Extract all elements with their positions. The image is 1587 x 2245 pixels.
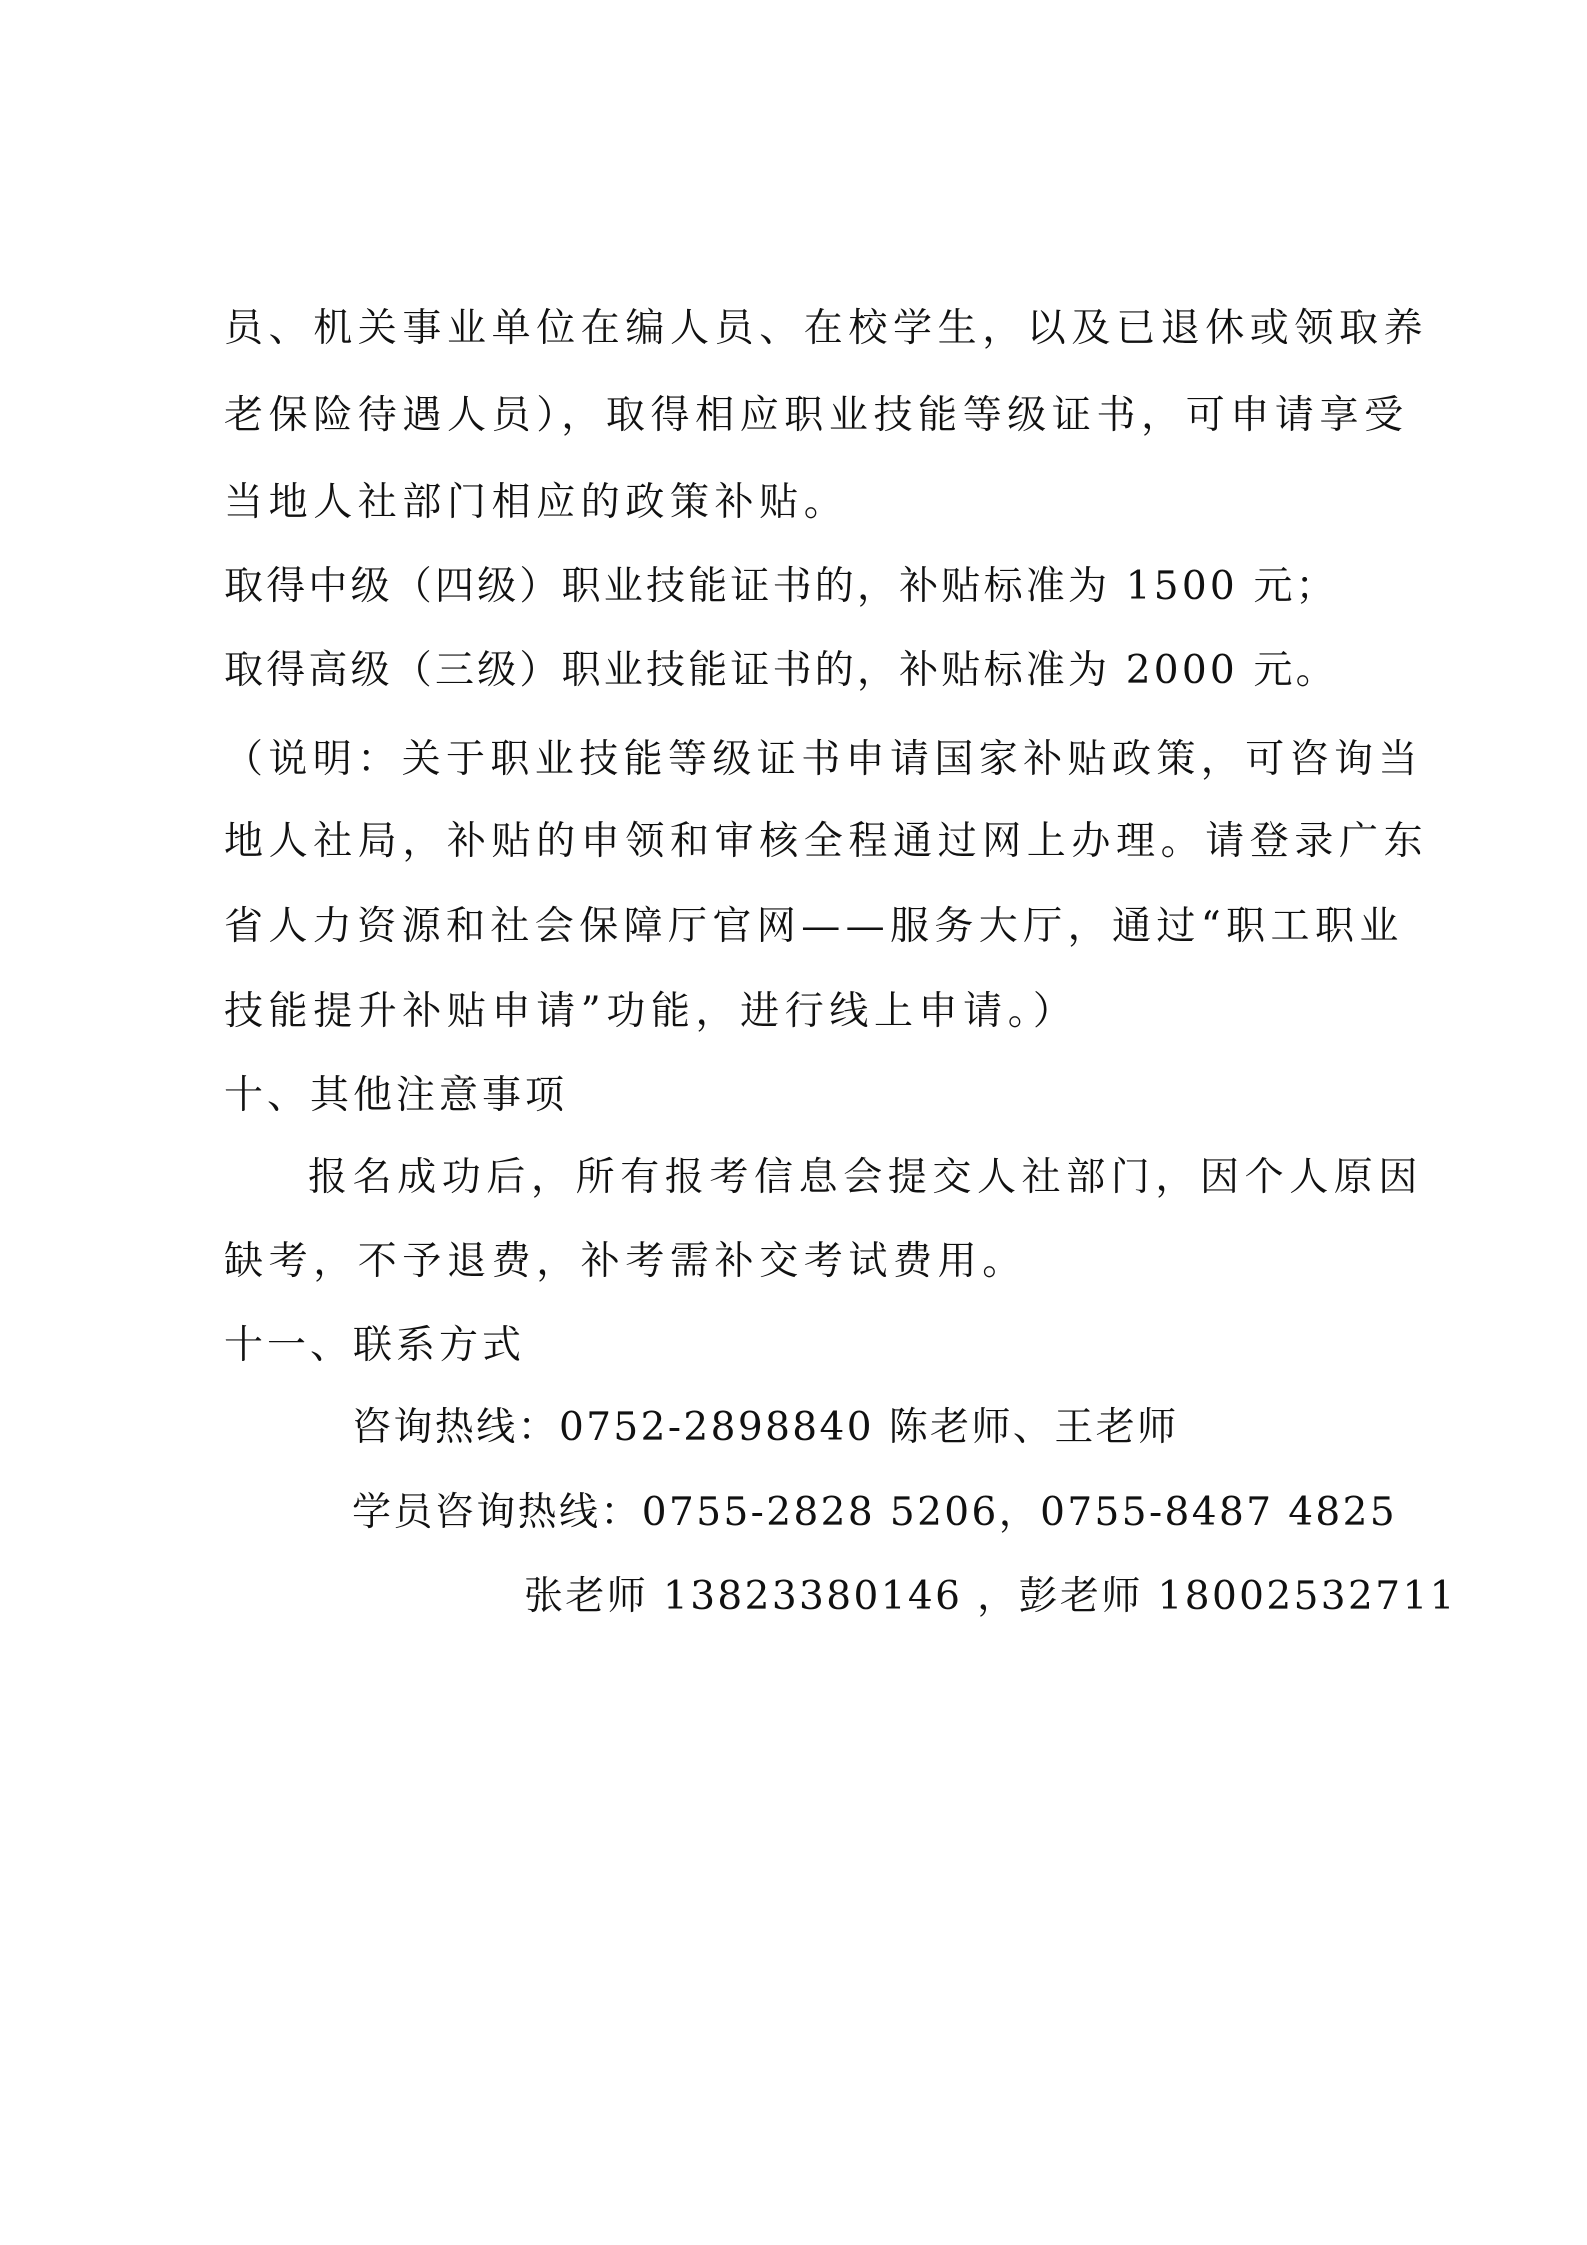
section-heading-other-notes: 十、其他注意事项 [224, 1073, 569, 1118]
note-line: （说明：关于职业技能等级证书申请国家补贴政策，可咨询当 [224, 737, 1423, 782]
contact-hotline: 咨询热线：0752-2898840 陈老师、王老师 [352, 1405, 1179, 1450]
paragraph-line: 员、机关事业单位在编人员、在校学生，以及已退休或领取养 [224, 306, 1429, 351]
student-hotline: 学员咨询热线：0755-2828 5206，0755-8487 4825 [352, 1490, 1398, 1535]
note-line: 技能提升补贴申请”功能，进行线上申请。） [224, 989, 1078, 1034]
paragraph-line: 缺考，不予退费，补考需补交考试费用。 [224, 1239, 1027, 1284]
paragraph-line: 报名成功后，所有报考信息会提交人社部门，因个人原因 [308, 1155, 1424, 1200]
section-heading-contact: 十一、联系方式 [224, 1323, 526, 1368]
subsidy-intermediate-line: 取得中级（四级）职业技能证书的，补贴标准为 1500 元； [224, 564, 1338, 609]
note-line: 省人力资源和社会保障厅官网——服务大厅，通过“职工职业 [224, 904, 1404, 949]
paragraph-line: 老保险待遇人员），取得相应职业技能等级证书，可申请享受 [224, 393, 1409, 438]
note-line: 地人社局，补贴的申领和审核全程通过网上办理。请登录广东 [224, 819, 1429, 864]
paragraph-line: 当地人社部门相应的政策补贴。 [224, 480, 849, 525]
subsidy-advanced-line: 取得高级（三级）职业技能证书的，补贴标准为 2000 元。 [224, 648, 1338, 693]
teacher-contacts: 张老师 13823380146 ，彭老师 18002532711 [524, 1574, 1457, 1619]
